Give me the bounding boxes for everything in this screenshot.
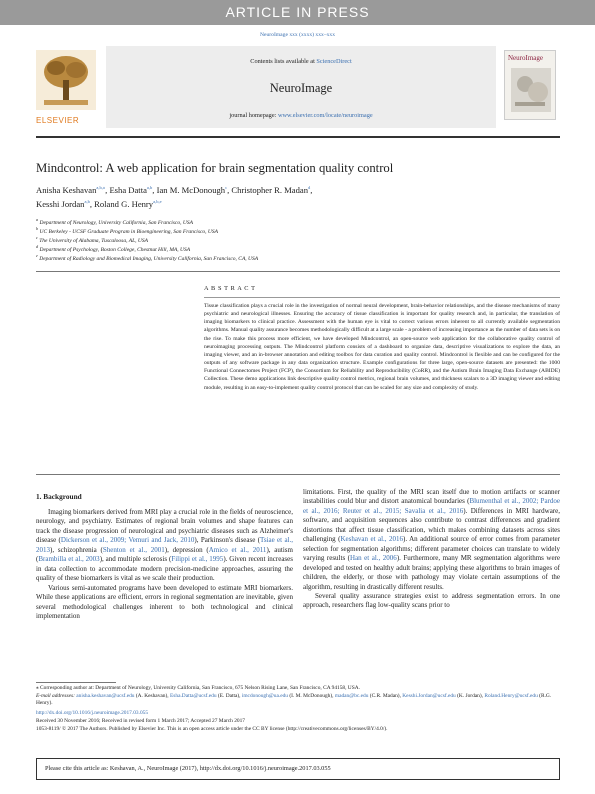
email-link[interactable]: Esha.Datta@ucsf.edu: [169, 693, 217, 699]
body-paragraph: [303, 592, 560, 611]
email-owner: (I. M. McDonough),: [288, 693, 335, 699]
sciencedirect-link[interactable]: ScienceDirect: [316, 58, 352, 65]
affiliation-key: e: [36, 253, 38, 259]
email-owner: (C.R. Madan),: [368, 693, 403, 699]
affiliation-text: Department of Radiology and Biomedical Imaging, University California, San Francisco, CA, USA: [39, 256, 259, 263]
author-separator: ,: [152, 185, 157, 195]
affiliation-text: The University of Alabama, Tuscaloosa, AL, USA: [39, 238, 148, 245]
author-separator: ,: [227, 185, 232, 195]
affiliation-item: [36, 228, 560, 237]
affiliation-rule: [36, 271, 560, 272]
paragraph-text: Several quality assurance strategies exist to address segmentation errors. In one approach, researchers flag low-quality scans prior to: [303, 591, 560, 610]
paragraph-text: ). Differences in MRI hardware, software, and acquisition sequences also contribute to contrast differences and gradient distortions that affect tissue classification, which makes combining datasets across sites challenging (: [303, 506, 560, 544]
contents-line: [106, 58, 496, 65]
citation-link[interactable]: Blumenthal et al., 2002; Pardoe et al., 2016; Reuter et al., 2015; Savalia et al., 2016: [303, 497, 560, 515]
author-affiliation-marker[interactable]: c: [225, 185, 228, 191]
cover-title: NeuroImage: [508, 54, 543, 62]
affiliation-key: a: [36, 217, 39, 223]
paragraph-text: ). Given recent increases in data collection to accommodate modern precision-medicine approaches, assuring the quality of these biomarkers is vital as we scale their production.: [36, 555, 293, 583]
header-rule: [36, 136, 560, 138]
author-separator: ,: [89, 199, 95, 209]
paragraph-text: ), autism (: [36, 545, 293, 564]
affiliation-key: c: [36, 235, 38, 241]
authors-line-1: [36, 185, 560, 195]
journal-info-box: [106, 46, 496, 128]
paragraph-text: ), schizophrenia (: [50, 545, 103, 554]
email-owner: (A. Keshavan),: [134, 693, 170, 699]
affiliation-text: Department of Psychology, Boston College, Chestnut Hill, MA, USA: [39, 247, 191, 254]
contents-prefix: Contents lists available at: [250, 58, 317, 65]
email-link[interactable]: Roland.Henry@ucsf.edu: [484, 693, 538, 699]
paragraph-text: ), and multiple sclerosis (: [99, 555, 172, 564]
body-paragraph: [36, 584, 293, 622]
elsevier-tree-icon: [36, 50, 96, 110]
paragraph-text: ). An additional source of error comes from parameter selection for segmentation algorithms; different parameter choices can translate to widely varying results (: [303, 535, 560, 563]
affiliation-item: [36, 219, 560, 228]
journal-cover: [504, 50, 556, 120]
homepage-prefix: journal homepage:: [229, 112, 278, 119]
author-affiliation-marker[interactable]: a,b: [146, 185, 153, 191]
publisher-name: ELSEVIER: [36, 116, 80, 125]
author-name[interactable]: Ian M. McDonough: [156, 185, 226, 195]
citation-link[interactable]: Shenton et al., 2001: [102, 545, 165, 554]
abstract-heading-rule: [204, 297, 560, 298]
author-affiliation-marker[interactable]: a,b,e: [153, 199, 162, 205]
affiliation-key: d: [36, 244, 39, 250]
journal-homepage-line: [106, 112, 496, 119]
paragraph-text: ). Furthermore, many MR segmentation algorithms were developed and tested on healthy adult brains; applying these algorithms to brain images of children, the elderly, or those with pathology may violate certain assumptions of the algorithm, resulting in drastically different results.: [303, 554, 560, 591]
article-in-press-banner: ARTICLE IN PRESS: [0, 0, 595, 25]
email-link[interactable]: anisha.keshavan@ucsf.edu: [76, 693, 135, 699]
email-addresses: [36, 693, 560, 708]
affiliation-item: [36, 255, 560, 264]
email-link[interactable]: Kesshi.Jordan@ucsf.edu: [402, 693, 456, 699]
body-paragraph: [303, 488, 560, 592]
received-dates: Received 30 November 2016; Received in revised form 1 March 2017; Accepted 27 March 2017: [36, 718, 245, 724]
cover-image-icon: [505, 62, 556, 118]
paragraph-text: limitations. First, the quality of the MRI scan itself due to motion artifacts or scanner instabilities could blur and distort anatomical boundaries (: [303, 488, 560, 506]
citation-text: Please cite this article as: Keshavan, A., NeuroImage (2017), http://dx.doi.org/10.1016/j.neuroimage.2017.03.055: [45, 765, 331, 772]
affiliation-text: UC Berkeley - UCSF Graduate Program in Bioengineering, San Francisco, USA: [39, 229, 218, 236]
journal-reference[interactable]: NeuroImage xxx (xxxx) xxx–xxx: [259, 32, 336, 38]
author-name[interactable]: Anisha Keshavan: [36, 185, 97, 195]
citation-link[interactable]: Dickerson et al., 2009; Vemuri and Jack, 2010: [60, 536, 195, 545]
left-column: [36, 508, 293, 621]
email-label: E-mail addresses:: [36, 693, 77, 699]
citation-link[interactable]: Tsiae et al., 2013: [36, 536, 293, 554]
affiliation-item: [36, 237, 560, 246]
journal-header: [36, 46, 560, 134]
copyright-notice: 1053-8119/ © 2017 The Authors. Published by Elsevier Inc. This is an open access article under the CC BY license (http://creativecommons.org/licenses/BY/4.0/).: [36, 726, 388, 732]
author-name[interactable]: Esha Datta: [109, 185, 147, 195]
section-heading-background: 1. Background: [36, 492, 82, 501]
paragraph-text: ), depression (: [164, 545, 209, 554]
citation-link[interactable]: Han et al., 2006: [350, 554, 397, 563]
email-link[interactable]: madan@bc.edu: [334, 693, 369, 699]
body-paragraph: [36, 508, 293, 584]
citation-link[interactable]: Filippi et al., 1995: [171, 555, 224, 564]
author-name[interactable]: Roland G. Henry: [94, 199, 154, 209]
citation-link[interactable]: Amico et al., 2011: [208, 545, 267, 554]
abstract-rule: [36, 474, 560, 475]
doi-link[interactable]: http://dx.doi.org/10.1016/j.neuroimage.2017.03.055: [36, 710, 149, 716]
author-affiliation-marker[interactable]: d: [308, 185, 311, 191]
email-owner: (K. Jordan),: [455, 693, 485, 699]
elsevier-logo: [36, 50, 96, 125]
author-separator: ,: [310, 185, 313, 195]
homepage-link[interactable]: www.elsevier.com/locate/neuroimage: [277, 112, 373, 119]
citation-link[interactable]: Keshavan et al., 2016: [340, 535, 403, 544]
corresponding-author-note: ⁎ Corresponding author at: Department of Neurology, University California, San Francisco, 675 Nelson Rising Lane, San Francisco, CA 94158, USA.: [36, 685, 360, 691]
author-affiliation-marker[interactable]: a,b,⁎: [96, 185, 106, 191]
author-name[interactable]: Christopher R. Madan: [231, 185, 309, 195]
author-affiliation-marker[interactable]: a,b: [84, 199, 90, 205]
email-link[interactable]: imcdonough@ua.edu: [241, 693, 288, 699]
email-owner: (R.G. Henry).: [36, 693, 552, 707]
citation-link[interactable]: Brambilla et al., 2003: [38, 555, 100, 564]
journal-name: NeuroImage: [269, 81, 333, 95]
author-separator: ,: [105, 185, 110, 195]
abstract-text: Tissue classification plays a crucial role in the investigation of normal neural development, brain-behavior relationships, and the disease mechanisms of many psychiatric and neurological illnesses. Ensuring the accuracy of tissue classification is important for quality research and, in particular, the translation of imaging biomarkers to clinical practice. Assessment with the human eye is vital to correct various errors inherent to all currently available segmentation algorithms. Manual quality assurance becomes methodologically difficult at a large scale - a problem of increasing importance as the number of data sets is on the rise. To make this process more efficient, we have developed Mindcontrol, an open-source web application for the collaborative quality control of neuroimaging processing outputs. The Mindcontrol platform consists of a dashboard to organize data, descriptive visualizations to explore the data, an imaging viewer, and an in-browser annotation and editing toolbox for data curation and quality control. Mindcontrol is flexible and can be configured for the outputs of any software package in any data organization structure. Example configurations for three large, open-source datasets are presented: the 1000 Functional Connectomes Project (FCP), the Consortium for Reliability and Reproducibility (CoRR), and the Autism Brain Imaging Data Exchange (ABIDE) Collection. These demo applications link descriptive quality control metrics, regional brain volumes, and thickness scalars to a 3D imaging viewer and editing module, resulting in an easy-to-implement quality control protocol that can be scaled for any size and complexity of study.: [204, 303, 560, 391]
citation-box: [36, 758, 560, 780]
article-title: Mindcontrol: A web application for brain segmentation quality control: [36, 161, 394, 175]
affiliation-item: [36, 246, 560, 255]
affiliation-key: b: [36, 226, 39, 232]
paragraph-text: ), Parkinson's disease (: [194, 536, 261, 545]
right-column: [303, 488, 560, 611]
affiliation-text: Department of Neurology, University California, San Francisco, USA: [39, 220, 193, 226]
email-owner: (E. Datta),: [216, 693, 242, 699]
footnote-rule: [36, 682, 116, 683]
abstract-heading: A B S T R A C T: [204, 285, 256, 292]
authors-line-2: [36, 199, 560, 209]
paragraph-text: Imaging biomarkers derived from MRI play a crucial role in the fields of neuroscience, neurology, and psychiatry. Estimates of regional brain volumes and shape features can track the disease progression of neurological and psychiatric diseases such as Alzheimer's disease (: [36, 508, 293, 545]
author-name[interactable]: Kesshi Jordan: [36, 199, 85, 209]
affiliations: [36, 219, 560, 264]
paragraph-text: Various semi-automated programs have been developed to estimate MRI biomarkers. While these applications are efficient, errors in regional segmentation are inevitable, given several methodological challenges inherent to both technological and clinical implementation: [36, 583, 293, 620]
